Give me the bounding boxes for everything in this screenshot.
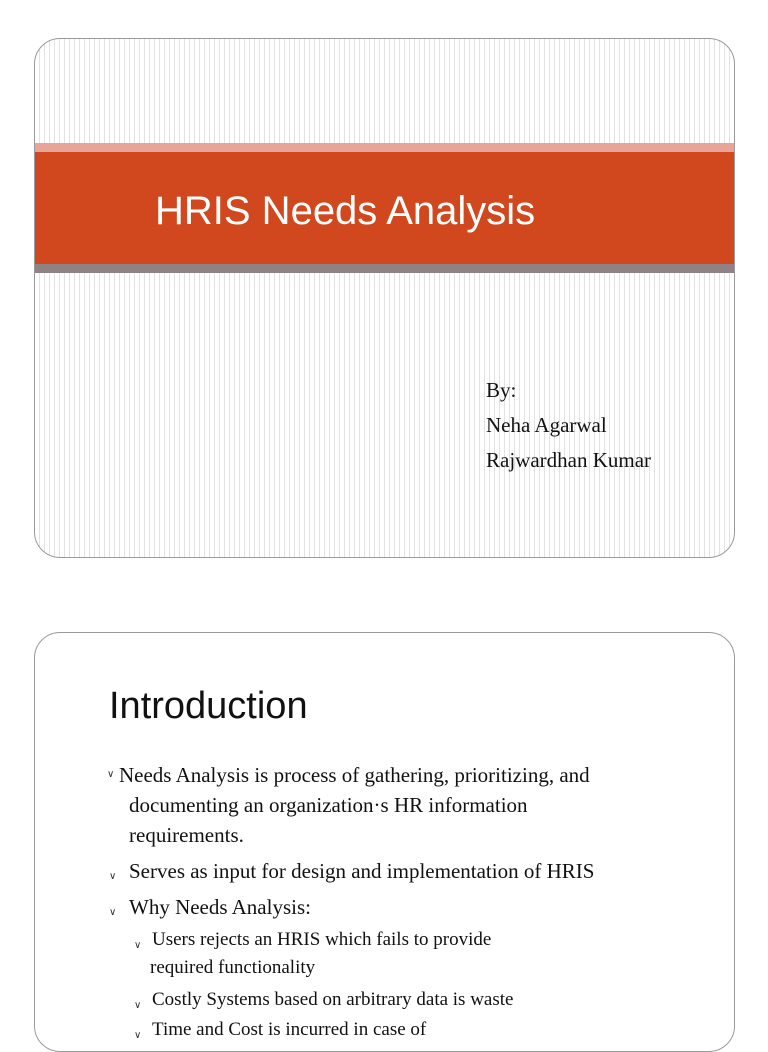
sub-bullet-item <box>134 926 492 982</box>
bullet-line: Serves as input for design and implementation of HRIS <box>129 859 595 883</box>
sub-bullet-item <box>134 986 514 1014</box>
title-band-bottom-stripe <box>35 264 734 273</box>
bullet-line: documenting an organization·s HR information <box>129 793 528 817</box>
title-slide <box>34 38 735 558</box>
slide-title: HRIS Needs Analysis <box>155 189 536 233</box>
bullet-item <box>109 892 311 922</box>
bullet-line: required functionality <box>150 957 316 978</box>
bullet-item <box>109 856 595 886</box>
author-name: Rajwardhan Kumar <box>486 448 652 472</box>
by-label: By: <box>486 378 517 402</box>
sub-bullet-item <box>134 1016 427 1044</box>
bullet-line: Users rejects an HRIS which fails to provide <box>152 929 492 950</box>
bullet-line: requirements. <box>129 823 244 847</box>
introduction-heading: Introduction <box>109 685 308 727</box>
bullet-line: Needs Analysis is process of gathering, prioritizing, and <box>119 763 590 787</box>
bullet-line: Time and Cost is incurred in case of <box>152 1019 427 1040</box>
bullet-line: Costly Systems based on arbitrary data is waste <box>152 989 514 1010</box>
bullet-chevron-icon: ∨ <box>109 871 117 882</box>
author-name: Neha Agarwal <box>486 413 607 437</box>
introduction-slide <box>34 632 735 1052</box>
title-band-top-stripe <box>35 143 734 152</box>
bullet-chevron-icon: ∨ <box>109 907 117 918</box>
bullet-chevron-icon: ∨ <box>134 1030 142 1041</box>
bullet-line: Why Needs Analysis: <box>129 895 311 919</box>
author-block <box>486 375 651 480</box>
bullet-chevron-icon: ∨ <box>134 1000 142 1011</box>
bullet-chevron-icon: ∨ <box>107 769 115 780</box>
bullet-chevron-icon: ∨ <box>134 940 142 951</box>
bullet-item <box>107 760 590 850</box>
